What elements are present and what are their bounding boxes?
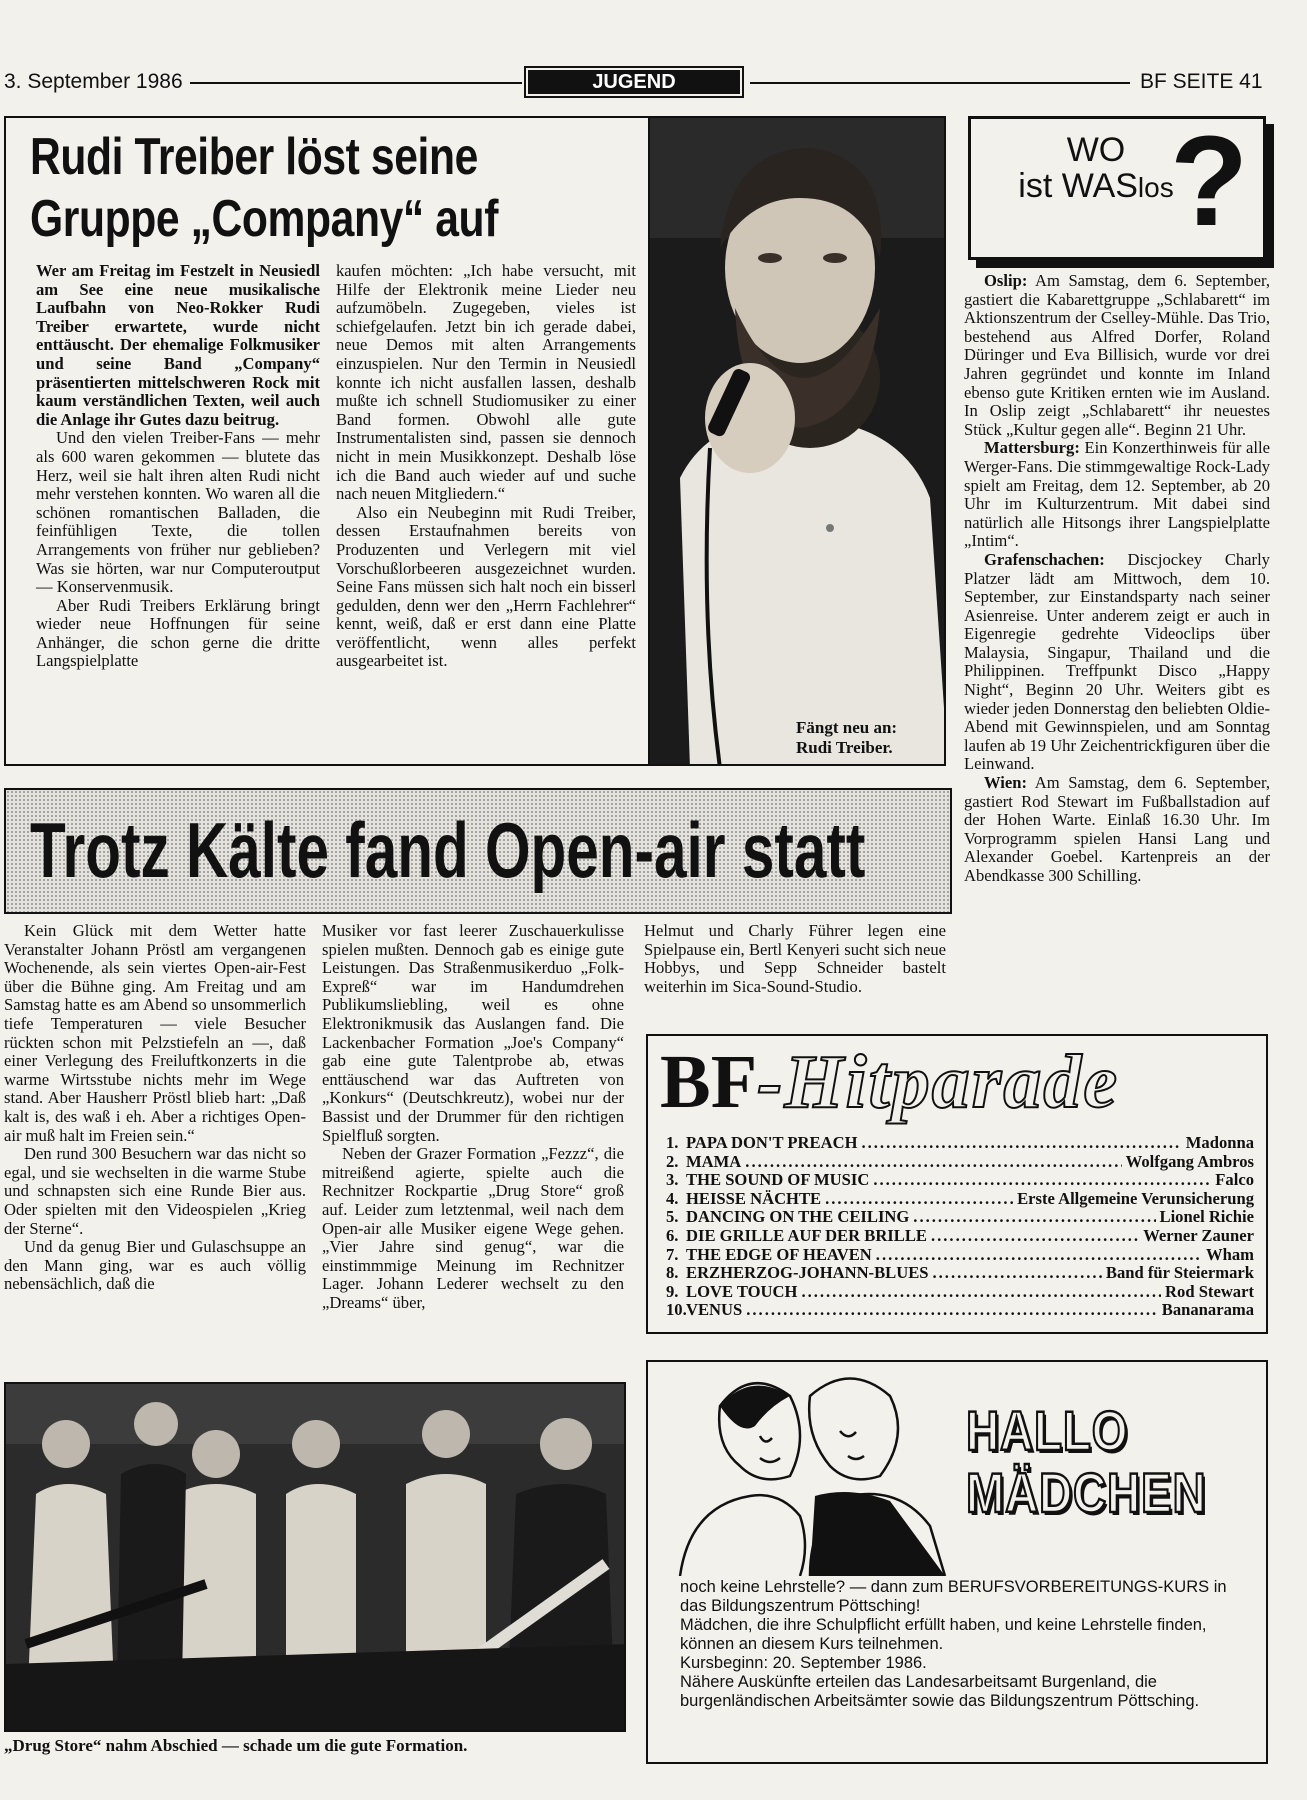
ad-headline-hallo: HALLO xyxy=(966,1399,1129,1462)
event-place-mattersburg: Mattersburg: xyxy=(984,438,1080,458)
entry-artist: Madonna xyxy=(1185,1133,1254,1152)
band-photo-illustration xyxy=(6,1384,626,1732)
paragraph: Also ein Neubeginn mit Rudi Treiber, dessen Erstaufnahmen bereits von Produzenten und Verlegern mit viel Vorschußlorbeeren ausgezeichnet wurden. Seine Fans müssen sich halt noch ein bisserl gedulden, denn wer den „Herrn Fachlehrer“ kennt, weiß, daß er erst dann eine Platte veröffentlicht, wenn alles perfekt ausgearbeitet ist. xyxy=(336,502,636,671)
ad-line: Nähere Auskünfte erteilen das Landesarbeitsamt Burgenland, die burgenländischen Arbeitsämter sowie das Bildungszentrum Pöttsching. xyxy=(680,1673,1200,1710)
entry-artist: Erste Allgemeine Verunsicherung xyxy=(1017,1188,1254,1208)
leader-dots xyxy=(933,1264,1102,1283)
headline-line-2: Gruppe „Company“ auf xyxy=(30,190,498,248)
section-label-box xyxy=(524,66,744,98)
entry-rank: 5. xyxy=(666,1207,679,1227)
paragraph: Und den vielen Treiber-Fans — mehr als 600 waren gekommen — blutete das Herz, weil sie halt ihren alten Rudi nicht mehr verstehen konnten. Wo waren all die schönen romantischen Balladen, die feinfühligen Texte, die tollen Arrangements von früher nur geblieben? Was sie hörten, war nur Computeroutput — Konservenmusik. xyxy=(36,428,320,597)
hitparade-title-bf: BF xyxy=(660,1040,758,1124)
singer-photo-illustration xyxy=(650,118,946,766)
ad-line: Mädchen, die ihre Schulpflicht erfüllt haben, und keine Lehrstelle finden, können an diesem Kurs teilnehmen. xyxy=(680,1616,1207,1653)
entry-artist: Bananarama xyxy=(1161,1300,1254,1320)
chart-entry xyxy=(666,1190,1254,1209)
girls-line-drawing xyxy=(660,1366,960,1576)
paragraph: Helmut und Charly Führer legen eine Spielpause ein, Bertl Kenyeri sucht sich neue Hobbys, und Sepp Schneider bastelt weiterhin im Sica-Sound-Studio. xyxy=(644,921,946,996)
paragraph: Aber Rudi Treibers Erklärung bringt wieder neue Hoffnungen für seine Anhänger, die schon gerne die dritte Langspielplatte xyxy=(36,595,320,671)
word-ist: ist xyxy=(1018,167,1053,205)
entry-artist: Wolfgang Ambros xyxy=(1125,1151,1254,1171)
ad-text xyxy=(680,1578,1256,1711)
entry-rank: 8. xyxy=(666,1263,679,1283)
article-lead: Wer am Freitag im Festzelt in Neusiedl am See eine neue musikalische Laufbahn von Neo-Rokker Rudi Treiber erwartete, wurde nicht enttäuscht. Der ehemalige Folkmusiker und seine Band „Company“ präsentierten mittelschweren Rock mit kaum verständlichen Texten, weil auch die Anlage ihr Gutes dazu beitrug. xyxy=(36,261,320,429)
article-openair-column-2 xyxy=(322,922,624,1312)
event-place-wien: Wien: xyxy=(984,773,1028,793)
entry-rank: 4. xyxy=(666,1188,679,1208)
article-treiber-column-2 xyxy=(336,262,636,671)
entry-title: THE EDGE OF HEAVEN xyxy=(686,1244,872,1264)
leader-dots xyxy=(913,1208,1155,1227)
ad-line: Kursbeginn: 20. September 1986. xyxy=(680,1654,927,1672)
event-text-wien: Am Samstag, dem 6. September, gastiert Rod Stewart im Fußballstadion auf der Hohen Warte. Einlaß 16.30 Uhr. Im Vorprogramm spielen Hansi Lang und Alexander Goebel. Kartenpreis an der Abendkasse 300 Schilling. xyxy=(964,773,1270,885)
article-treiber-column-1 xyxy=(36,262,320,671)
paragraph: Musiker vor fast leerer Zuschauerkulisse spielen mußten. Dennoch gab es einige gute Leistungen. Das Straßenmusikerduo „Folk-Expreß“ war im Handumdrehen Publikumsliebling, weil es ohne Elektronikmusik das Auslangen fand. Die Lackenbacher Formation „Joe's Company“ gab eine gute Talentprobe ab, etwas enttäuschend war das Auftreten von „Konkurs“ (Deutschkreutz), wobei nur der Bassist und der Drummer für den richtigen Spielfluß sorgten. xyxy=(322,921,624,1145)
photo-rudi-treiber xyxy=(648,116,946,766)
page-number: BF SEITE 41 xyxy=(1140,70,1263,93)
header-rule-right xyxy=(750,82,1130,84)
entry-rank: 2. xyxy=(666,1151,679,1171)
entry-rank: 6. xyxy=(666,1225,679,1245)
entry-artist: Wham xyxy=(1206,1244,1254,1264)
word-los: los xyxy=(1137,172,1174,203)
entry-rank: 7. xyxy=(666,1244,679,1264)
entry-title: MAMA xyxy=(686,1151,742,1171)
leader-dots xyxy=(745,1153,1121,1172)
event-text-mattersburg: Ein Konzerthinweis für alle Werger-Fans. Die stimmgewaltige Rock-Lady spielt am Freitag, dem 12. September, ab 20 Uhr im Kulturzentrum. Mit dabei sind natürlich alle Hitsongs ihrer Langspielplatte „Intim“. xyxy=(964,438,1270,551)
paragraph: Und da genug Bier und Gulaschsuppe an den Mann ging, war es auch völlig nebensächlich, daß die xyxy=(4,1237,306,1294)
entry-artist: Rod Stewart xyxy=(1165,1281,1254,1301)
chart-entry xyxy=(666,1134,1254,1153)
ad-headline xyxy=(966,1400,1212,1524)
entry-title: ERZHERZOG-JOHANN-BLUES xyxy=(686,1263,929,1283)
question-mark-icon: ? xyxy=(1170,110,1249,253)
leader-dots xyxy=(861,1134,1181,1153)
word-was: WAS xyxy=(1061,167,1138,205)
entry-title: LOVE TOUCH xyxy=(686,1281,798,1301)
entry-title: DIE GRILLE AUF DER BRILLE xyxy=(686,1225,927,1245)
events-list xyxy=(964,272,1270,886)
event-place-oslip: Oslip: xyxy=(984,271,1028,290)
article-openair-column-3 xyxy=(644,922,946,996)
events-box-wo: WO xyxy=(1066,131,1126,169)
chart-entry xyxy=(666,1301,1254,1320)
event-text-grafenschachen: Discjockey Charly Platzer lädt am Mittwoch, dem 10. September, zur Einstandsparty nach seiner Asienreise. Unter anderem zeigt er auch in Eigenregie gedrehte Videoclips über Malaysia, Singapur, Thailand und die Philippinen. Treffpunkt Disco „Happy Night“, Beginn 20 Uhr. Weiters gibt es wieder jeden Donnerstag den beliebten Oldie-Abend mit Gewinnspielen, und am Sonntag laufen ab 19 Uhr Zeichentrickfiguren über die Leinwand. xyxy=(964,549,1270,774)
photo-caption-drug-store: „Drug Store“ nahm Abschied — schade um die gute Formation. xyxy=(4,1736,468,1755)
chart-entry xyxy=(666,1264,1254,1283)
paragraph: Kein Glück mit dem Wetter hatte Veranstalter Johann Pröstl am vergangenen Wochenende, als sein viertes Open-air-Fest über die Bühne ging. Am Freitag und am Samstag hatte es am Abend so unsommerlich tiefe Temperaturen — viele Besucher rückten schon mit Pelzstiefeln an —, daß einer Verlegung des Freiluftkonzerts in die warme Wirtsstube nichts mehr im Wege stand. Aber Hausherr Pröstl blieb hart: „Daß kalt is, des waß i eh. Aber a richtiges Open-air muß halt im Freien sein.“ xyxy=(4,921,306,1145)
entry-artist: Falco xyxy=(1215,1170,1254,1190)
chart-entry xyxy=(666,1208,1254,1227)
entry-artist: Band für Steiermark xyxy=(1105,1263,1254,1283)
leader-dots xyxy=(873,1171,1211,1190)
headline-line-1: Rudi Treiber löst seine xyxy=(30,128,478,186)
hitparade-title-rest: -Hitparade xyxy=(757,1040,1120,1124)
entry-title: DANCING ON THE CEILING xyxy=(686,1207,910,1227)
ad-line: noch keine Lehrstelle? — dann zum BERUFSVORBEREITUNGS-KURS in das Bildungszentrum Pöttsching! xyxy=(680,1578,1227,1615)
chart-entry xyxy=(666,1171,1254,1190)
issue-date: 3. September 1986 xyxy=(4,70,183,93)
paragraph: kaufen möchten: „Ich habe versucht, mit Hilfe der Elektronik meine Lieder neu aufzumöbeln. Zugegeben, vieles ist schiefgelaufen. Jetzt bin ich gerade dabei, neue Demos mit alten Arrangements einzuspielen. Nur den Termin in Neusiedl konnte ich nicht ausfallen lassen, deshalb mußte ich schnell Studiomusiker zu einer Band formen. Obwohl alle gute Instrumentalisten sind, passen sie dennoch nicht in mein Musikkonzept. Deshalb löse ich die Band auch wieder auf und suche nach neuen Mitgliedern.“ xyxy=(336,261,636,504)
entry-rank: 10. xyxy=(666,1300,687,1320)
ad-illustration-two-girls xyxy=(660,1366,960,1576)
entry-artist: Lionel Richie xyxy=(1159,1207,1254,1227)
caption-line-2: Rudi Treiber. xyxy=(796,738,893,757)
paragraph: Den rund 300 Besuchern war das nicht so egal, und sie wechselten in die warme Stube und schnapsten sich eine Runde Bier aus. Oder spielten mit den Videospielen „Krieg der Sterne“. xyxy=(4,1144,306,1238)
entry-title: HEISSE NÄCHTE xyxy=(686,1188,822,1208)
article-openair-column-1 xyxy=(4,922,306,1294)
hitparade-title xyxy=(660,1040,1119,1124)
chart-entry xyxy=(666,1227,1254,1246)
article-treiber-headline xyxy=(30,126,620,250)
leader-dots xyxy=(746,1301,1158,1320)
chart-entry xyxy=(666,1246,1254,1265)
leader-dots xyxy=(825,1190,1013,1209)
article-openair-headline: Trotz Kälte fand Open-air statt xyxy=(30,806,866,894)
hitparade-list xyxy=(666,1134,1254,1320)
entry-rank: 9. xyxy=(666,1281,679,1301)
entry-rank: 1. xyxy=(666,1133,679,1152)
photo-drug-store-band xyxy=(4,1382,626,1732)
section-label: JUGEND xyxy=(528,70,740,94)
event-place-grafenschachen: Grafenschachen: xyxy=(984,549,1105,569)
entry-title: THE SOUND OF MUSIC xyxy=(686,1170,870,1190)
ad-headline-maedchen: MÄDCHEN xyxy=(966,1461,1207,1524)
chart-entry xyxy=(666,1153,1254,1172)
entry-title: PAPA DON'T PREACH xyxy=(686,1133,858,1152)
chart-entry xyxy=(666,1283,1254,1302)
entry-artist: Werner Zauner xyxy=(1143,1225,1254,1245)
photo-caption-treiber xyxy=(796,718,946,758)
event-text-oslip: Am Samstag, dem 6. September, gastiert die Kabarettgruppe „Schlabarett“ im Aktionszentrum der Cselley-Mühle. Das Trio, bestehend aus Alfred Dorfer, Roland Düringer und Eva Billisich, wurde vor drei Jahren gegründet und konnte im Inland ebenso gute Kritiken ernten wie im Ausland. In Oslip zeigt „Schlabarett“ ihr neuestes Stück „Kultur gegen alle“. Beginn 21 Uhr. xyxy=(964,271,1270,439)
header-rule-left xyxy=(190,82,522,84)
entry-title: VENUS xyxy=(686,1300,743,1320)
caption-line-1: Fängt neu an: xyxy=(796,718,898,737)
leader-dots xyxy=(876,1246,1202,1265)
leader-dots xyxy=(801,1283,1161,1302)
paragraph: Neben der Grazer Formation „Fezzz“, die mitreißend agierte, spielte auch die Rechnitzer Rockpartie „Drug Store“ groß auf. Leider zum letztenmal, weil nach dem Open-air alle Musiker eigene Wege gehen. „Vier Jahre sind genug“, war die einstimmmige Meinung im Rechnitzer Lager. Johann Lederer wechselt zu den „Dreams“ über, xyxy=(322,1144,624,1312)
leader-dots xyxy=(931,1227,1139,1246)
entry-rank: 3. xyxy=(666,1170,679,1190)
